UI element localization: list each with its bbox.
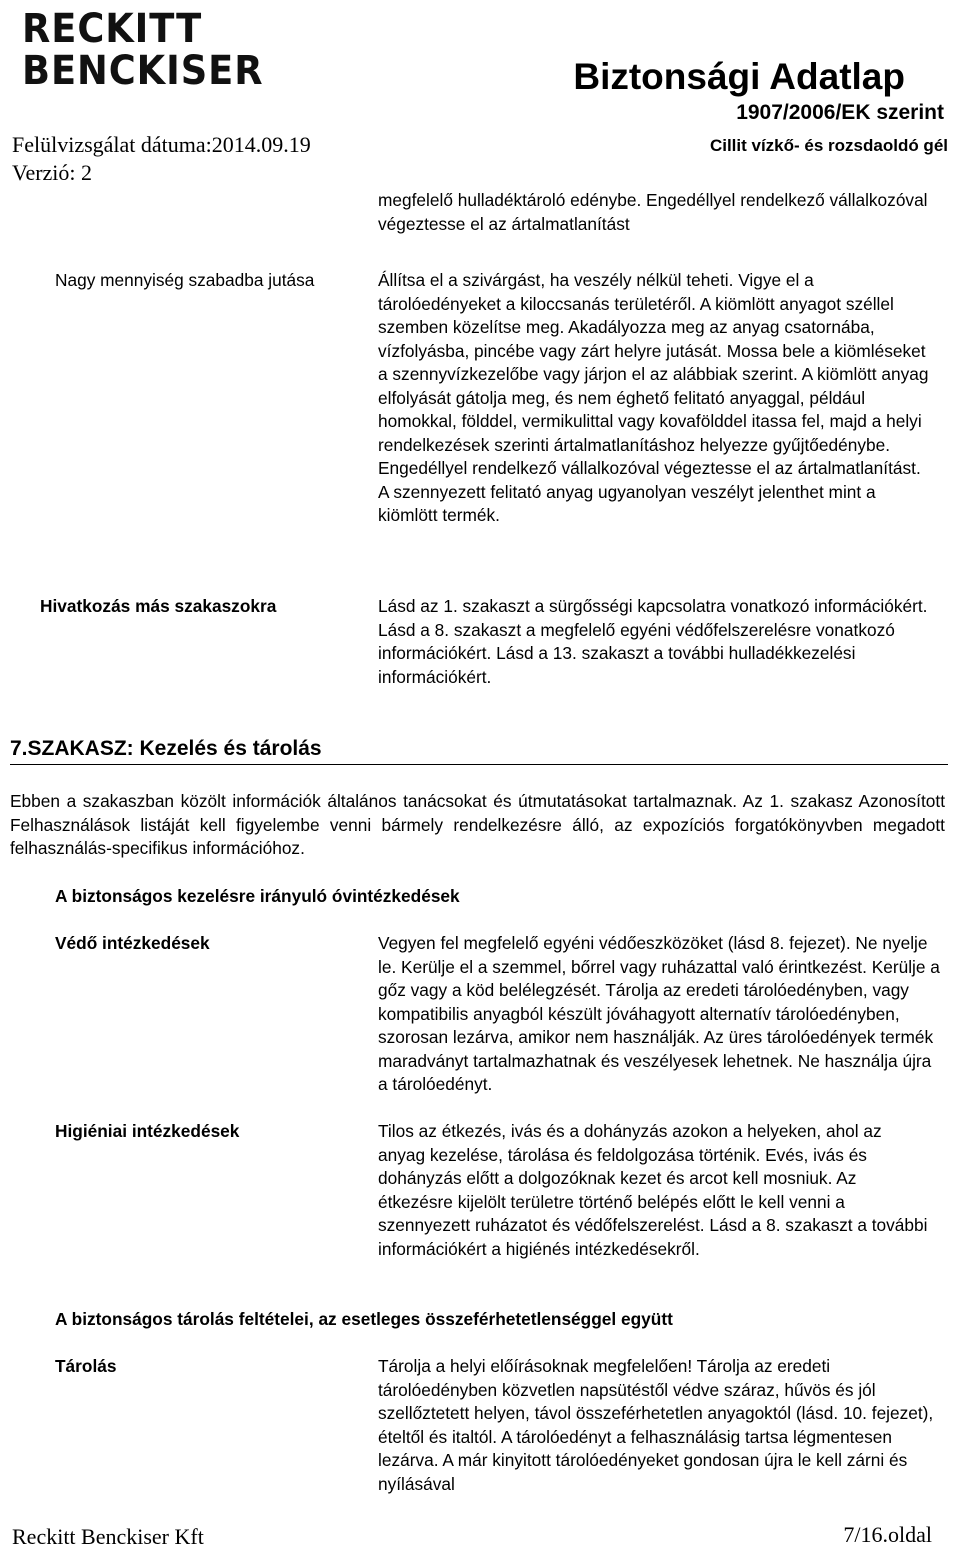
company-logo: [22, 6, 264, 94]
storage-conditions-heading: A biztonságos tárolás feltételei, az esetleges összeférhetetlenséggel együtt: [55, 1309, 673, 1329]
storage-text: Tárolja a helyi előírásoknak megfelelően! Tárolja az eredeti tárolóedényben közvetlen napsütéstől védve száraz, hűvös és jól szellőztetett helyen, távol összeférhetetlen anyagoktól (lásd. 10. fejezet), ételtől és italtól. A tárolóedényt a felhasználásig tartsa légmentesen lezárva. A már kinyitott tárolóedényeket gondosan újra le kell zárni és nyílásával: [378, 1356, 934, 1494]
logo-line-1: RECKITT: [22, 6, 203, 52]
protective-measures-label: Védő intézkedések: [55, 933, 210, 953]
large-spill-text: Állítsa el a szivárgást, ha veszély nélkül teheti. Vigye el a tárolóedényeket a kiloccsanás területéről. A kiömlött anyagot széllel szemben közelítse meg. Akadályozza meg az anyag csatornába, vízfolyásba, pincébe vagy zárt helyre jutását. Mossa bele a kiömléseket a szennyvízkezelőbe vagy járjon el az alábbiak szerint. A kiömlött anyag elfolyását gátolja meg, és nem éghető felitató anyaggal, például homokkal, földdel, vermikulittal vagy kovafölddel itassa fel, majd a helyi rendelkezések szerinti ártalmatlanításhoz helyezze gyűjtőedénybe. Engedéllyel rendelkező vállalkozóval végeztesse el az ártalmatlanítást. A szennyezett felitató anyag ugyanolyan veszélyt jelenthet mint a kiömlött termék.: [378, 270, 929, 525]
version: Verzió: 2: [12, 160, 93, 185]
storage-label: Tárolás: [55, 1356, 117, 1376]
product-name: Cillit vízkő- és rozsdaoldó gél: [709, 136, 948, 155]
large-spill-label: Nagy mennyiség szabadba jutása: [55, 270, 315, 290]
revision-date: Felülvizsgálat dátuma:2014.09.19: [12, 132, 311, 157]
page-number: 7/16.oldal: [843, 1522, 932, 1547]
safe-handling-heading: A biztonságos kezelésre irányuló óvintézkedések: [55, 886, 460, 906]
footer-company: Reckitt Benckiser Kft: [12, 1524, 204, 1549]
section-7-title: [10, 735, 948, 765]
disposal-continuation: megfelelő hulladéktároló edénybe. Engedéllyel rendelkező vállalkozóval végeztesse el az ártalmatlanítást: [378, 190, 928, 234]
section-7-intro: Ebben a szakaszban közölt információk általános tanácsokat és útmutatásokat tartalmaznak. Az 1. szakasz Azonosított Felhasználások listáját kell figyelembe venni bármely rendelkezésre álló, az expozíciós forgatókönyvben megadott felhasználás-specifikus információhoz.: [10, 791, 945, 858]
protective-measures-text: Vegyen fel megfelelő egyéni védőeszközöket (lásd 8. fejezet). Ne nyelje le. Kerülje el a szemmel, bőrrel vagy ruházattal való érintkezést. Kerülje a gőz vagy a köd belélegzését. Tárolja az eredeti tárolóedényben, vagy kompatibilis anyagból készült jóváhagyott alternatív tárolóedényben, szorosan lezárva, amikor nem használják. Az üres tárolóedények termék maradványt tartalmazhatnak és veszélyesek lehetnek. Ne használja újra a tárolóedényt.: [378, 933, 940, 1094]
hygiene-measures-text: Tilos az étkezés, ivás és a dohányzás azokon a helyeken, ahol az anyag kezelése, tárolása és feldolgozása történik. Evés, ivás és dohányzás előtt a dolgozóknak kezet és arcot kell mosniuk. Az étkezésre kijelölt területre történő belépés előtt le kell venni a szennyezett ruházatot és védőfelszerelést. Lásd a 8. szakaszt a további információkért a higiénés intézkedésekről.: [378, 1121, 928, 1259]
regulation-reference: 1907/2006/EK szerint: [736, 101, 944, 124]
document-title: Biztonsági Adatlap: [573, 56, 905, 97]
references-label: Hivatkozás más szakaszokra: [40, 596, 277, 616]
references-text: Lásd az 1. szakaszt a sürgősségi kapcsolatra vonatkozó információkért. Lásd a 8. szakaszt a megfelelő egyéni védőfelszerelésre vonatkozó információkért. Lásd a 13. szakaszt a további hulladékkezelési információkért.: [378, 596, 928, 687]
logo-line-2: BENCKISER: [22, 48, 264, 94]
hygiene-measures-label: Higiéniai intézkedések: [55, 1121, 240, 1141]
section-7-title-text: 7.SZAKASZ: Kezelés és tárolás: [10, 737, 322, 760]
